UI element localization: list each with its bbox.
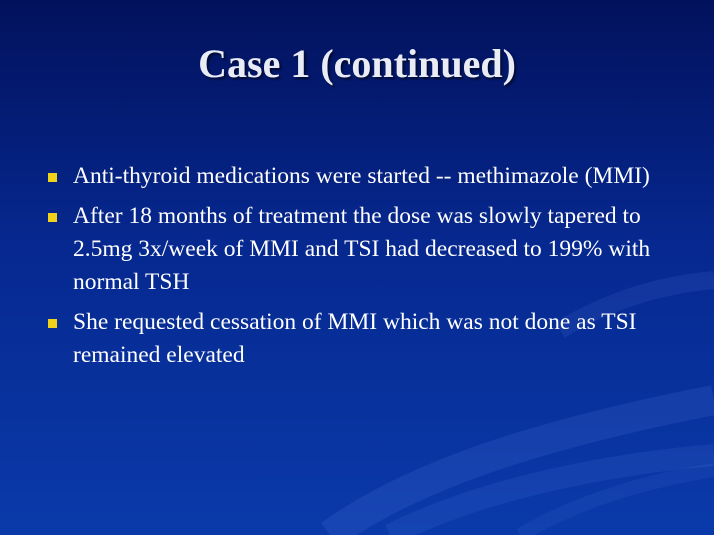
yellow-square-bullet-icon [48, 319, 57, 328]
yellow-square-bullet-icon [48, 173, 57, 182]
slide-title: Case 1 (continued) [198, 41, 516, 86]
bullet-item [46, 160, 686, 193]
bullet-text: After 18 months of treatment the dose was slowly tapered to 2.5mg 3x/week of MMI and TSI had decreased to 199% with normal TSH [73, 203, 651, 295]
bullet-list [46, 160, 686, 379]
bullet-item [46, 200, 686, 299]
bullet-text: She requested cessation of MMI which was not done as TSI remained elevated [73, 309, 637, 368]
bullet-item [46, 306, 686, 372]
yellow-square-bullet-icon [48, 213, 57, 222]
bullet-text: Anti-thyroid medications were started -- methimazole (MMI) [73, 163, 650, 189]
